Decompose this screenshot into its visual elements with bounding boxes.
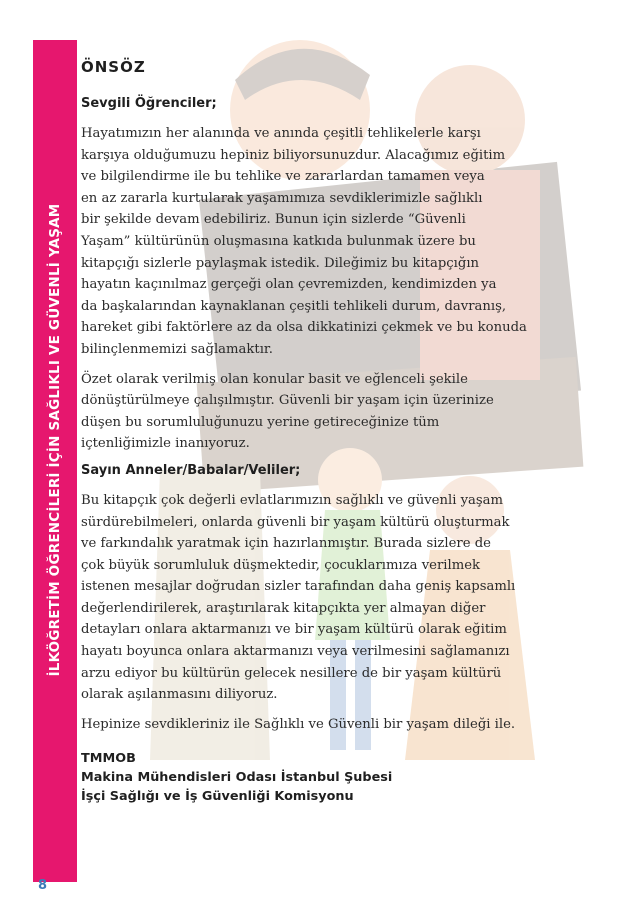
page-number: 8 — [38, 878, 48, 893]
text-line: Yaşam” kültürünün oluşmasına katkıda bulunmak üzere bu — [81, 233, 476, 249]
text-line: sürdürebilmeleri, onlarda güvenli bir yaşam kültürü oluşturmak — [81, 514, 510, 530]
paragraph — [81, 123, 601, 361]
paragraph — [81, 714, 601, 736]
text-line: hayatın kaçınılmaz gerçeği olan çevremizden, kendimizden ya — [81, 277, 497, 293]
text-line: detayları onlara aktarmanızı ve bir yaşam kültürü olarak eğitim — [81, 622, 507, 638]
signature-org: TMMOB — [81, 751, 136, 767]
sidebar-title: İLKÖĞRETİM ÖĞRENCİLERİ İÇİN SAĞLIKLI VE GÜVENLİ YAŞAM — [47, 203, 63, 677]
text-line: istenen mesajlar doğrudan sizler tarafından daha geniş kapsamlı — [81, 579, 516, 595]
main-content — [81, 58, 601, 806]
text-line: Hepinize sevdikleriniz ile Sağlıklı ve Güvenli bir yaşam dileği ile. — [81, 716, 516, 732]
text-line: da başkalarından kaynaklanan çeşitli tehlikeli durum, davranış, — [81, 298, 507, 314]
signature-commission: İşçi Sağlığı ve İş Güvenliği Komisyonu — [81, 789, 354, 805]
text-line: çok büyük sorumluluk düşmektedir, çocuklarımıza verilmek — [81, 557, 481, 573]
text-line: ve bilgilendirme ile bu tehlike ve zararlardan tamamen veya — [81, 169, 485, 185]
page-title: ÖNSÖZ — [81, 58, 146, 76]
text-line: kitapçığı sizlerle paylaşmak istedik. Dileğimiz bu kitapçığın — [81, 255, 480, 271]
text-line: dönüştürülmeye çalışılmıştır. Güvenli bir yaşam için üzerinize — [81, 393, 494, 409]
signature-block — [81, 749, 601, 806]
greeting-students: Sevgili Öğrenciler; — [81, 96, 217, 111]
signature-branch: Makina Mühendisleri Odası İstanbul Şubesi — [81, 770, 393, 786]
text-line: olarak aşılanmasını diliyoruz. — [81, 687, 278, 703]
text-line: içtenliğimizle inanıyoruz. — [81, 436, 250, 452]
text-line: ve farkındalık yaratmak için hazırlanmıştır. Burada sizlere de — [81, 536, 491, 552]
text-line: arzu ediyor bu kültürün gelecek nesillere de bir yaşam kültürü — [81, 665, 502, 681]
text-line: düşen bu sorumluluğunuzu yerine getireceğinize tüm — [81, 414, 440, 430]
text-line: en az zararla kurtularak yaşamımıza sevdiklerimizle sağlıklı — [81, 190, 483, 206]
text-line: Bu kitapçık çok değerli evlatlarımızın sağlıklı ve güvenli yaşam — [81, 492, 504, 508]
text-line: karşıya olduğumuzu hepiniz biliyorsunuzdur. Alacağımız eğitim — [81, 147, 506, 163]
text-line: Hayatımızın her alanında ve anında çeşitli tehlikelerle karşı — [81, 126, 481, 141]
text-line: bir şekilde devam edebiliriz. Bunun için sizlerde “Güvenli — [81, 212, 466, 228]
text-line: hayatı boyunca onlara aktarmanızı veya verilmesini sağlamanızı — [81, 644, 510, 660]
text-line: hareket gibi faktörlere az da olsa dikkatinizi çekmek ve bu konuda — [81, 320, 527, 336]
greeting-parents: Sayın Anneler/Babalar/Veliler; — [81, 462, 301, 478]
text-line: Özet olarak verilmiş olan konular basit ve eğlenceli şekile — [81, 371, 468, 387]
text-line: bilinçlenmemizi sağlamaktır. — [81, 341, 273, 357]
paragraph — [81, 369, 601, 455]
text-line: değerlendirilerek, araştırılarak kitapçıkta yer almayan diğer — [81, 600, 486, 616]
paragraph — [81, 490, 601, 706]
